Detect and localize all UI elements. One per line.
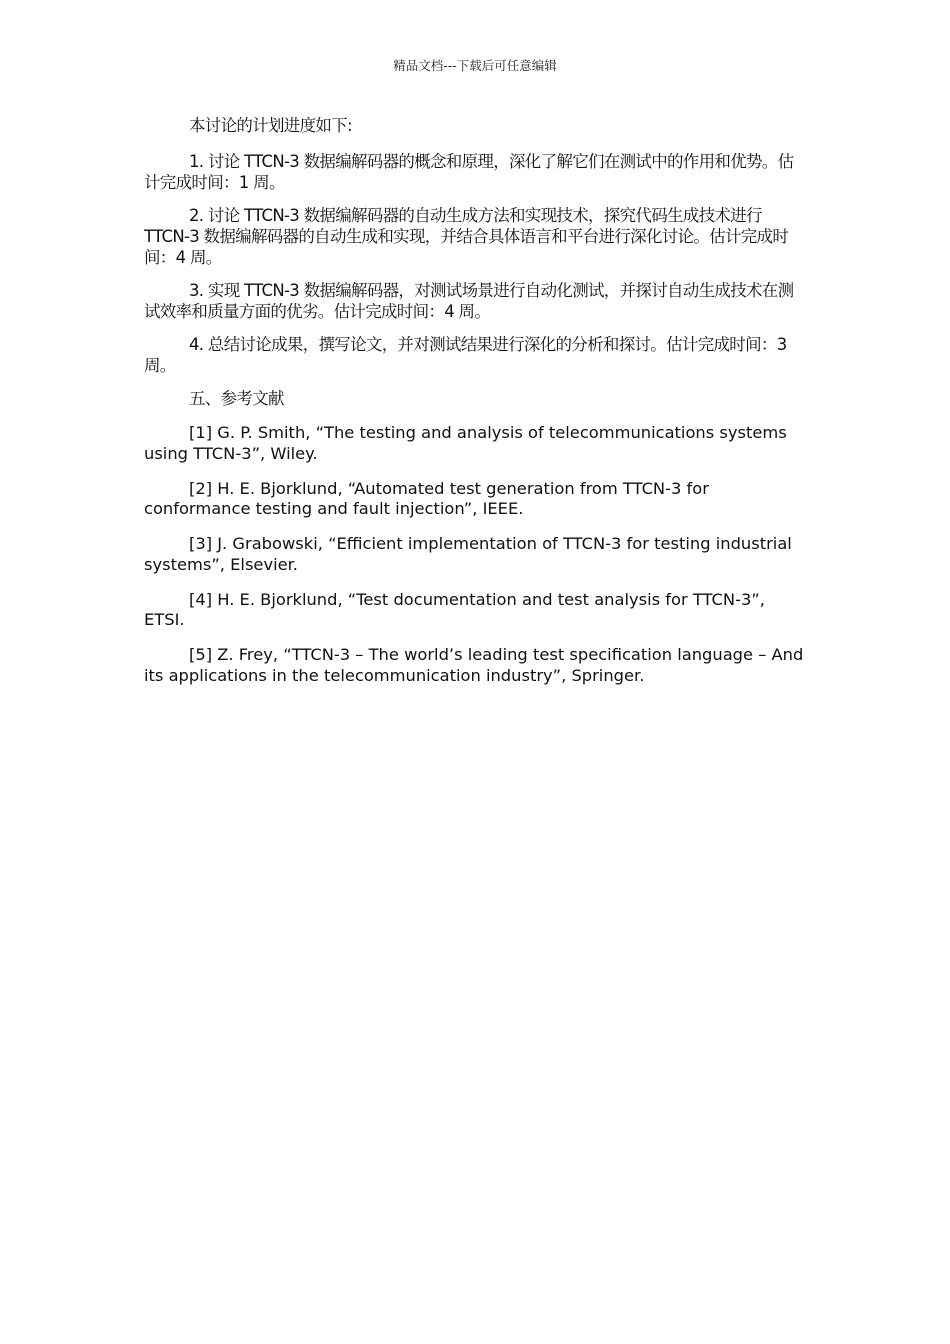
plan-item-2: 2. 讨论 TTCN-3 数据编解码器的自动生成方法和实现技术，探究代码生成技术进行 TTCN-3 数据编解码器的自动生成和实现，并结合具体语言和平台进行深化讨论。估计完成时间：4 周。 (144, 206, 789, 267)
plan-intro: 本讨论的计划进度如下: (189, 116, 352, 135)
page-header: 精品文档---下载后可任意编辑 (393, 58, 557, 73)
references-heading: 五、参考文献 (189, 389, 284, 408)
plan-item-4: 4. 总结讨论成果，撰写论文，并对测试结果进行深化的分析和探讨。估计完成时间：3 周。 (144, 335, 787, 375)
reference-1: [1] G. P. Smith, “The testing and analysis of telecommunications systems using TTCN-3”, Wiley. (144, 423, 787, 463)
reference-3: [3] J. Grabowski, “Efficient implementation of TTCN-3 for testing industrial systems”, Elsevier. (144, 534, 792, 574)
plan-item-1: 1. 讨论 TTCN-3 数据编解码器的概念和原理，深化了解它们在测试中的作用和优势。估计完成时间：1 周。 (144, 152, 794, 192)
plan-item-3: 3. 实现 TTCN-3 数据编解码器，对测试场景进行自动化测试，并探讨自动生成技术在测试效率和质量方面的优劣。估计完成时间：4 周。 (144, 281, 794, 321)
reference-4: [4] H. E. Bjorklund, “Test documentation and test analysis for TTCN-3”, ETSI. (144, 589, 765, 629)
reference-2: [2] H. E. Bjorklund, “Automated test generation from TTCN-3 for conformance testing and fault injection”, IEEE. (144, 478, 709, 518)
reference-5: [5] Z. Frey, “TTCN-3 – The world’s leading test specification language – And its applications in the telecommunication industry”, Springer. (144, 645, 804, 685)
document-body (144, 115, 808, 701)
